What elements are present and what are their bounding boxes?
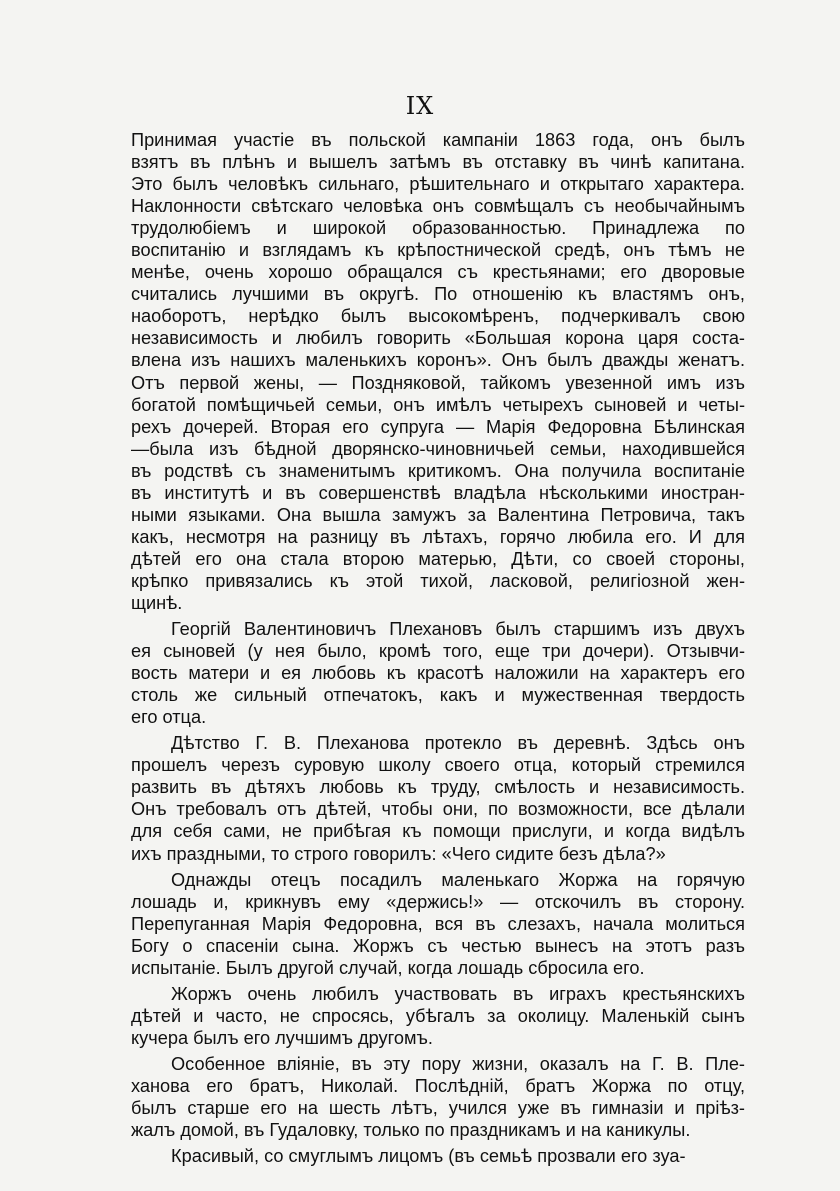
text-line: рехъ дочерей. Вторая его супруга — Марія Федоровна Бѣлинская (131, 416, 745, 437)
paragraph (131, 983, 745, 1049)
text-line: Красивый, со смуглымъ лицомъ (въ семьѣ прозвали его зуа- (171, 1146, 686, 1167)
text-line: Особенное вліяніе, въ эту пору жизни, оказалъ на Г. В. Пле- (171, 1053, 745, 1074)
text-line: кучера былъ его лучшимъ другомъ. (131, 1027, 433, 1048)
text-line: Жоржъ очень любилъ участвовать въ играхъ крестьянскихъ (171, 983, 745, 1004)
text-line: дѣтей его она стала второю матерью, Дѣти, со своей стороны, (131, 548, 745, 569)
text-line: въ институтѣ и въ совершенствѣ владѣла нѣсколькими иностран- (131, 482, 745, 503)
text-line: его отца. (131, 707, 207, 728)
text-line: менѣе, очень хорошо обращался съ крестьянами; его дворовые (131, 262, 745, 283)
text-line: испытаніе. Былъ другой случай, когда лошадь сбросила его. (131, 957, 645, 978)
text-line: Онъ требовалъ отъ дѣтей, чтобы они, по возможности, все дѣлали (131, 799, 745, 820)
text-line: прошелъ черезъ суровую школу своего отца, который стремился (131, 755, 745, 776)
paragraph (131, 732, 745, 864)
paragraph (131, 618, 745, 728)
text-line: щинѣ. (131, 592, 183, 613)
text-line: независимость и любилъ говорить «Большая корона царя соста- (131, 328, 745, 349)
text-line: вость матери и ея любовь къ красотѣ наложили на характеръ его (131, 663, 745, 684)
text-line: ханова его братъ, Николай. Послѣдній, братъ Жоржа по отцу, (131, 1075, 745, 1096)
text-line: въ родствѣ съ знаменитымъ критикомъ. Она получила воспитаніе (131, 460, 745, 481)
text-line: ными языками. Она вышла замужъ за Валентина Петровича, такъ (131, 504, 745, 525)
paragraph (131, 1145, 745, 1167)
text-line: столь же сильный отпечатокъ, какъ и мужественная твердость (131, 685, 745, 706)
text-line: взятъ въ плѣнъ и вышелъ затѣмъ въ отставку въ чинѣ капитана. (131, 152, 745, 173)
text-line: развить въ дѣтяхъ любовь къ труду, смѣлость и независимость. (131, 777, 745, 798)
text-line: какъ, несмотря на разницу въ лѣтахъ, горячо любила его. И для (131, 526, 745, 547)
text-line: трудолюбіемъ и широкой образованностью. Принадлежа по (131, 218, 745, 239)
text-line: крѣпко привязались къ этой тихой, ласковой, религіозной жен- (131, 570, 745, 591)
text-line: ихъ праздными, то строго говорилъ: «Чего сидите безъ дѣла?» (131, 843, 666, 864)
text-line: воспитанію и взглядамъ къ крѣпостнической средѣ, онъ тѣмъ не (131, 240, 745, 261)
text-line: Наклонности свѣтскаго человѣка онъ совмѣщалъ съ необычайнымъ (131, 196, 745, 217)
text-line: влена изъ нашихъ маленькихъ коронъ». Онъ былъ дважды женатъ. (131, 350, 745, 371)
text-line: Перепуганная Марія Федоровна, вся въ слезахъ, начала молиться (131, 913, 745, 934)
text-line: для себя сами, не прибѣгая къ помощи прислуги, и когда видѣлъ (131, 821, 745, 842)
text-line: былъ старше его на шесть лѣтъ, учился уже въ гимназіи и пріѣз- (131, 1098, 745, 1119)
text-line: богатой помѣщичьей семьи, онъ имѣлъ четырехъ сыновей и четы- (131, 394, 745, 415)
text-line: лошадь и, крикнувъ ему «держись!» — отскочилъ въ сторону. (131, 891, 745, 912)
paragraph (131, 129, 745, 614)
text-line: считались лучшими въ округѣ. По отношенію къ властямъ онъ, (131, 284, 745, 305)
text-line: —была изъ бѣдной дворянско-чиновничьей семьи, находившейся (131, 438, 745, 459)
paragraph (131, 869, 745, 979)
text-line: жалъ домой, въ Гудаловку, только по праздникамъ и на каникулы. (131, 1120, 691, 1141)
page-number: IX (405, 92, 435, 120)
text-line: Дѣтство Г. В. Плеханова протекло въ деревнѣ. Здѣсь онъ (171, 733, 745, 754)
text-line: Это былъ человѣкъ сильнаго, рѣшительнаго и открытаго характера. (131, 174, 745, 195)
text-line: Георгій Валентиновичъ Плехановъ былъ старшимъ изъ двухъ (171, 619, 745, 640)
paragraph (131, 1053, 745, 1141)
text-line: дѣтей и часто, не спросясь, убѣгалъ за околицу. Маленькій сынъ (131, 1005, 745, 1026)
text-line: Богу о спасеніи сына. Жоржъ съ честью вынесъ на этотъ разъ (131, 935, 745, 956)
text-line: Однажды отецъ посадилъ маленькаго Жоржа на горячую (171, 869, 745, 890)
text-line: Принимая участіе въ польской кампаніи 1863 года, онъ былъ (131, 130, 745, 150)
text-line: Отъ первой жены, — Позднякoвой, тайкомъ увезенной имъ изъ (131, 372, 745, 393)
body-text (131, 129, 745, 1167)
text-line: ея сыновей (у нея было, кромѣ того, еще три дочери). Отзывчи- (131, 641, 745, 662)
text-line: наоборотъ, нерѣдко былъ высокомѣренъ, подчеркивалъ свою (131, 306, 745, 327)
